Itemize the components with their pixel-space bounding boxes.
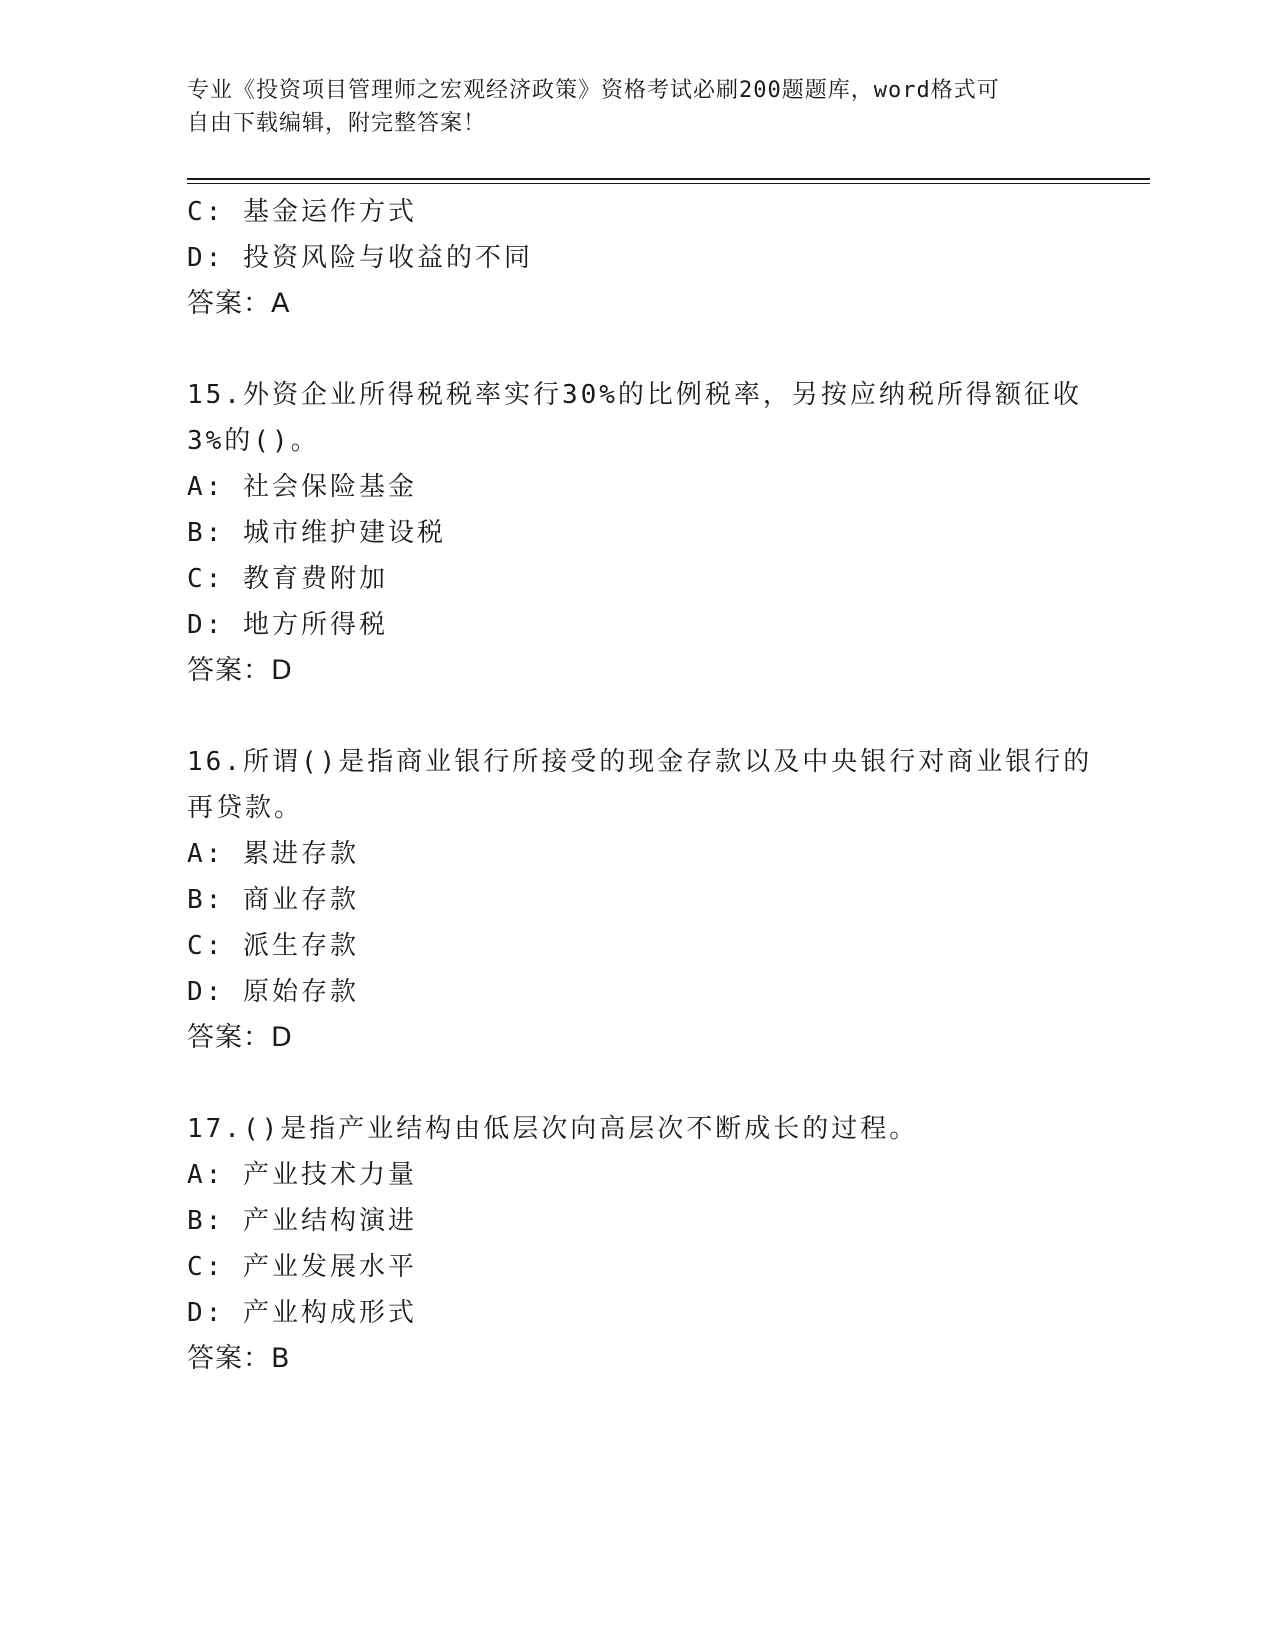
question-16 — [187, 739, 1093, 1061]
question-15 — [187, 372, 1087, 694]
answer-line: 答案：A — [187, 288, 291, 319]
option-c: C: 产业发展水平 — [187, 1252, 417, 1282]
option-d: D: 产业构成形式 — [187, 1298, 417, 1328]
header-divider-thick — [187, 178, 1150, 180]
answer-line: 答案：D — [187, 1022, 293, 1053]
spacer — [187, 327, 1087, 372]
option-d: D: 原始存款 — [187, 977, 359, 1007]
question-text-continued: 3%的()。 — [187, 426, 320, 456]
question-text: 15.外资企业所得税税率实行30%的比例税率，另按应纳税所得额征收 — [187, 380, 1082, 410]
option-d: D: 投资风险与收益的不同 — [187, 243, 533, 273]
spacer — [187, 694, 1087, 739]
header-title-line-2: 自由下载编辑，附完整答案！ — [187, 111, 487, 136]
option-b: B: 产业结构演进 — [187, 1206, 417, 1236]
question-text: 16.所谓()是指商业银行所接受的现金存款以及中央银行对商业银行的 — [187, 747, 1093, 777]
option-c: C: 派生存款 — [187, 931, 359, 961]
spacer — [187, 1061, 1087, 1106]
option-c: C: 教育费附加 — [187, 564, 388, 594]
option-a: A: 社会保险基金 — [187, 472, 417, 502]
question-17 — [187, 1106, 1087, 1382]
answer-line: 答案：B — [187, 1343, 291, 1374]
question-fragment — [187, 189, 1087, 327]
answer-line: 答案：D — [187, 655, 293, 686]
question-text-continued: 再贷款。 — [187, 793, 304, 823]
question-list — [187, 189, 1093, 1382]
question-text: 17.()是指产业结构由低层次向高层次不断成长的过程。 — [187, 1114, 919, 1144]
page-header — [187, 74, 1067, 140]
option-a: A: 产业技术力量 — [187, 1160, 417, 1190]
header-divider-thin — [187, 183, 1150, 184]
header-title-line-1: 专业《投资项目管理师之宏观经济政策》资格考试必刷200题题库，word格式可 — [187, 78, 1000, 103]
option-c: C: 基金运作方式 — [187, 197, 417, 227]
option-b: B: 城市维护建设税 — [187, 518, 446, 548]
option-a: A: 累进存款 — [187, 839, 359, 869]
option-b: B: 商业存款 — [187, 885, 359, 915]
option-d: D: 地方所得税 — [187, 610, 388, 640]
